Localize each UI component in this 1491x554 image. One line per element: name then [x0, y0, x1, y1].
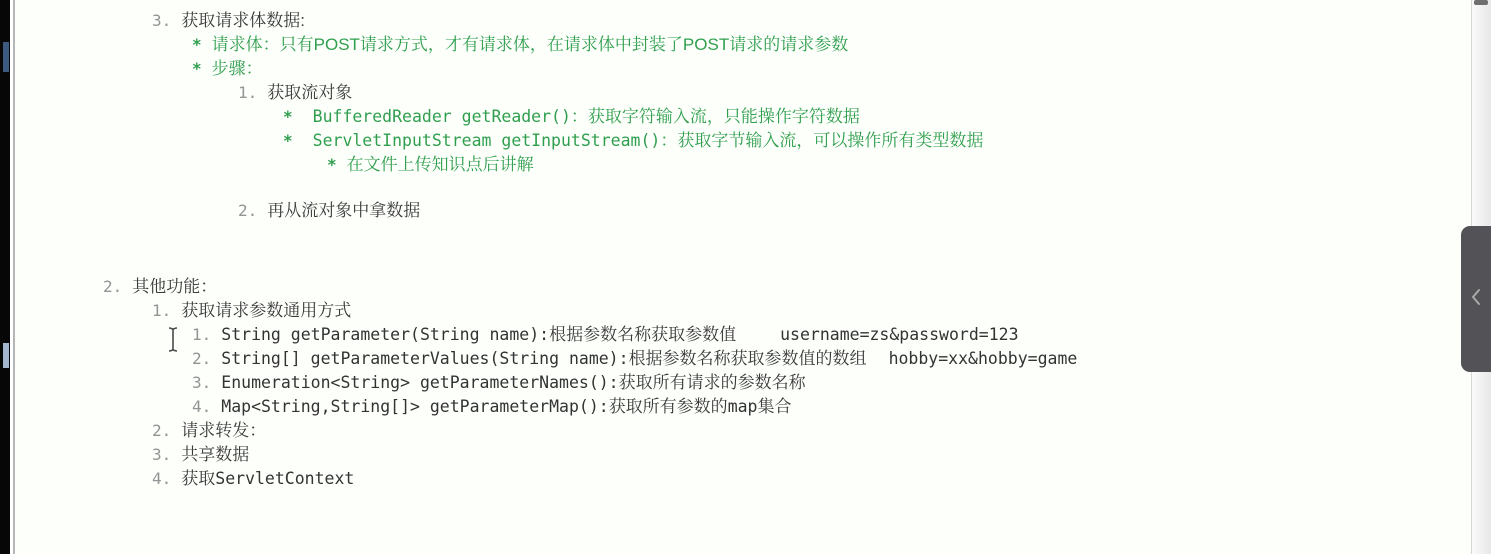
doc-line — [15, 323, 1471, 347]
doc-line — [15, 153, 1471, 177]
list-marker: 2. — [103, 277, 123, 296]
list-marker: * — [327, 155, 337, 174]
line-text: 获取 — [181, 469, 216, 488]
line-text: 根据参数名称获取参数值 — [549, 325, 737, 344]
doc-line — [15, 419, 1471, 443]
line-text: 集合 — [757, 397, 792, 416]
edge-marker-lightblue — [3, 343, 9, 368]
chevron-left-icon — [1470, 287, 1482, 312]
list-marker: 1. — [192, 325, 212, 344]
scrollbar-thumb[interactable] — [1474, 0, 1488, 5]
list-marker: 2. — [238, 201, 258, 220]
doc-line — [15, 395, 1471, 419]
line-text: 共享数据 — [181, 445, 250, 464]
list-marker: 1. — [152, 301, 172, 320]
line-text: 再从流对象中拿数据 — [267, 201, 421, 220]
line-text: ServletContext — [215, 469, 355, 488]
line-text: Map<String,String[]> getParameterMap(): — [221, 397, 609, 416]
line-text: 步骤： — [211, 59, 263, 78]
edge-marker-blue — [3, 42, 9, 72]
line-text: 请求体：只有POST请求方式，才有请求体，在请求体中封装了POST请求的请求参数 — [211, 35, 849, 54]
list-marker: 4. — [152, 469, 172, 488]
line-text: 获取请求体数据: — [181, 11, 305, 30]
line-text: 获取请求参数通用方式 — [181, 301, 352, 320]
line-text: 获取流对象 — [267, 83, 353, 102]
doc-line — [15, 129, 1471, 153]
window-edge-strip — [0, 0, 10, 554]
line-text: ：获取字节输入流，可以操作所有类型数据 — [660, 131, 984, 150]
list-marker: 3. — [192, 373, 212, 392]
list-marker: 3. — [152, 11, 172, 30]
doc-line — [15, 467, 1471, 491]
list-marker: * — [192, 35, 202, 54]
list-marker: 2. — [192, 349, 212, 368]
list-marker: * — [192, 59, 202, 78]
line-text: 获取所有参数的 — [608, 397, 728, 416]
doc-line — [15, 33, 1471, 57]
line-text: 根据参数名称获取参数值的数组 — [628, 349, 867, 368]
line-text: String[] getParameterValues(String name): — [221, 349, 629, 368]
doc-line — [15, 347, 1471, 371]
line-text: map — [727, 397, 758, 416]
line-text: BufferedReader getReader() — [312, 107, 571, 126]
line-text: ServletInputStream getInputStream() — [312, 131, 661, 150]
line-text: 请求转发： — [181, 421, 267, 440]
list-marker: 3. — [152, 445, 172, 464]
doc-line — [15, 81, 1471, 105]
doc-line — [15, 299, 1471, 323]
line-text: 获取所有请求的参数名称 — [618, 373, 806, 392]
line-text: 在文件上传知识点后讲解 — [346, 155, 534, 174]
list-marker: * — [283, 107, 293, 126]
doc-line — [15, 443, 1471, 467]
line-text: ：获取字符输入流，只能操作字符数据 — [570, 107, 860, 126]
doc-line — [15, 199, 1471, 223]
line-text: username=zs&password=123 — [780, 325, 1019, 344]
doc-line — [15, 371, 1471, 395]
doc-line — [15, 275, 1471, 299]
line-text: Enumeration<String> getParameterNames(): — [221, 373, 619, 392]
text-ibeam-cursor — [167, 326, 179, 353]
line-text: hobby=xx&hobby=game — [888, 349, 1078, 368]
document-body — [15, 0, 1471, 554]
list-marker: 4. — [192, 397, 212, 416]
collapse-panel-tab[interactable] — [1461, 226, 1491, 372]
line-text: String getParameter(String name): — [221, 325, 550, 344]
list-marker: 2. — [152, 421, 172, 440]
line-text: 其他功能： — [132, 277, 218, 296]
list-marker: 1. — [238, 83, 258, 102]
doc-line — [15, 9, 1471, 33]
list-marker: * — [283, 131, 293, 150]
doc-line — [15, 105, 1471, 129]
doc-line — [15, 57, 1471, 81]
